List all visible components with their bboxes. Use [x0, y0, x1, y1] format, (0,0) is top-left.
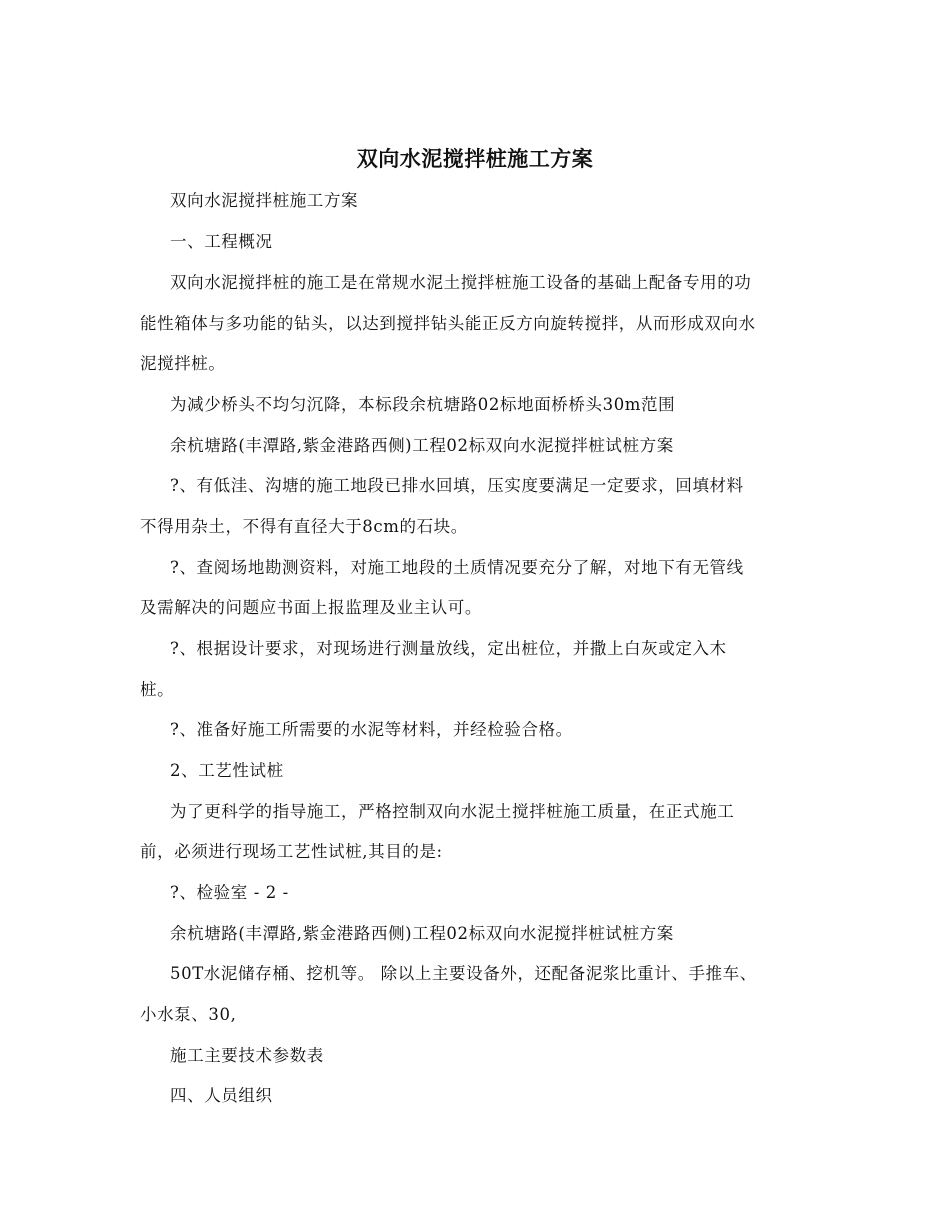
- paragraph-line: 能性箱体与多功能的钻头，以达到搅拌钻头能正反方向旋转搅拌，从而形成双向水: [140, 314, 756, 333]
- list-item-line: 桩。: [140, 680, 175, 699]
- paragraph-line: 50T水泥储存桶、挖机等。 除以上主要设备外，还配备泥浆比重计、手推车、: [170, 964, 757, 983]
- subtitle-line: 双向水泥搅拌桩施工方案: [170, 191, 359, 210]
- running-header-line: 余杭塘路(丰潭路,紫金港路西侧)工程02标双向水泥搅拌桩试桩方案: [170, 436, 674, 455]
- section-heading-overview: 一、工程概况: [170, 232, 273, 251]
- table-caption: 施工主要技术参数表: [170, 1046, 324, 1065]
- paragraph-line: 前，必须进行现场工艺性试桩,其目的是:: [140, 842, 443, 861]
- paragraph-line: 小水泵、30,: [140, 1005, 237, 1024]
- document-title: 双向水泥搅拌桩施工方案: [356, 146, 594, 171]
- paragraph-line: 双向水泥搅拌桩的施工是在常规水泥土搅拌桩施工设备的基础上配备专用的功: [170, 273, 752, 292]
- list-item-line: 及需解决的问题应书面上报监理及业主认可。: [140, 598, 482, 617]
- list-item-line: ?、准备好施工所需要的水泥等材料，并经检验合格。: [170, 720, 573, 739]
- list-item-line: ?、根据设计要求，对现场进行测量放线，定出桩位，并撒上白灰或定入木: [170, 639, 727, 658]
- paragraph-line: 为减少桥头不均匀沉降，本标段余杭塘路02标地面桥桥头30m范围: [170, 395, 676, 414]
- paragraph-line: 为了更科学的指导施工，严格控制双向水泥土搅拌桩施工质量，在正式施工: [170, 802, 735, 821]
- paragraph-line: 泥搅拌桩。: [140, 354, 226, 373]
- list-item-line: ?、查阅场地勘测资料，对施工地段的土质情况要充分了解，对地下有无管线: [170, 558, 744, 577]
- list-item-line: ?、检验室 - 2 -: [170, 883, 289, 902]
- running-header-line: 余杭塘路(丰潭路,紫金港路西侧)工程02标双向水泥搅拌桩试桩方案: [170, 924, 674, 943]
- section-heading-staff: 四、人员组织: [170, 1086, 273, 1105]
- section-heading-trial: 2、工艺性试桩: [170, 761, 284, 780]
- list-item-line: ?、有低洼、沟塘的施工地段已排水回填，压实度要满足一定要求，回填材料: [170, 476, 744, 495]
- list-item-line: 不得用杂土，不得有直径大于8cm的石块。: [140, 517, 468, 536]
